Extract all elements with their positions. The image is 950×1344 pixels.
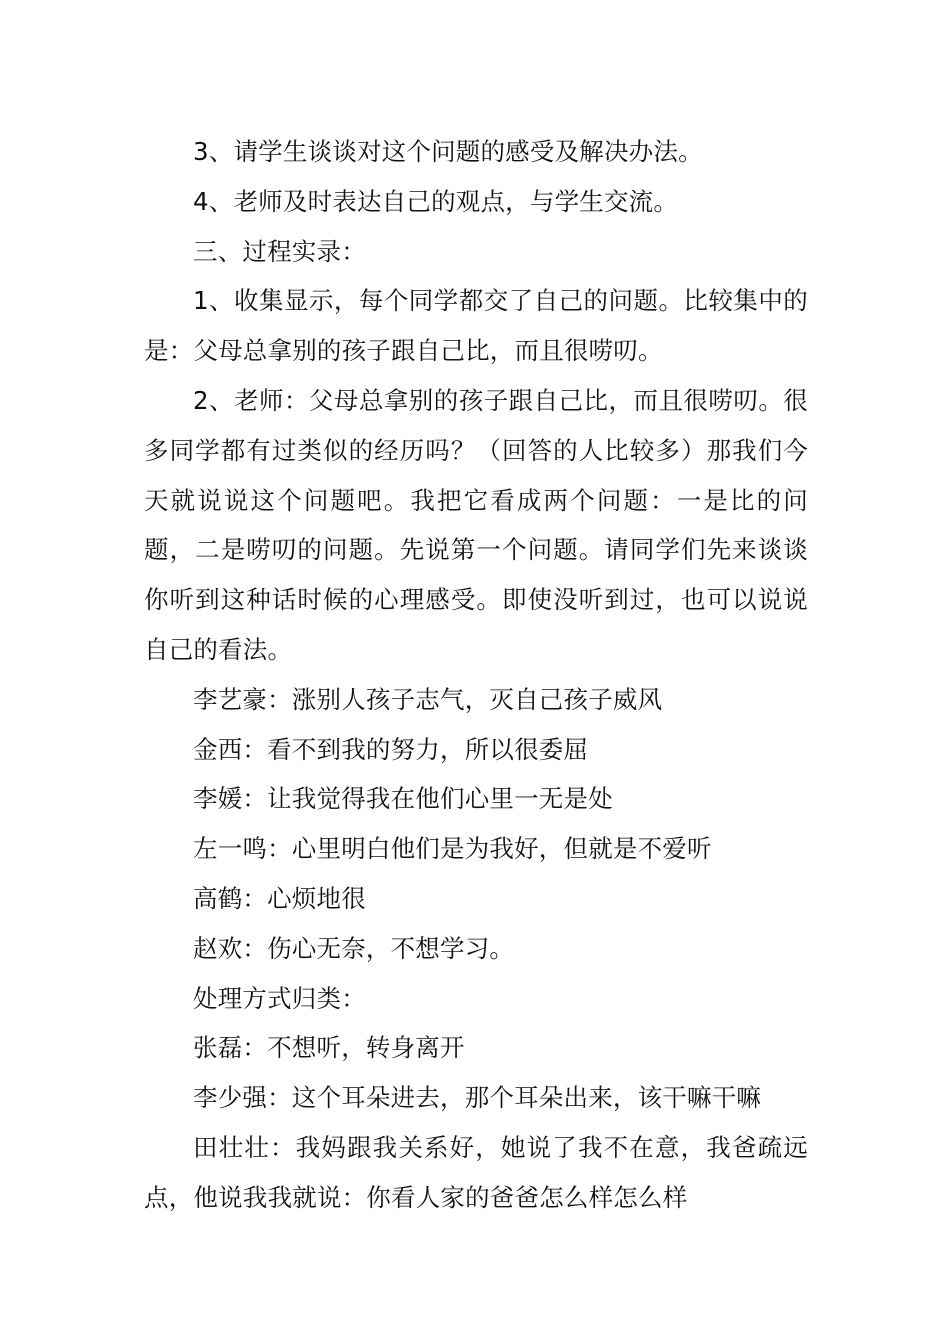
student-response: 李艺豪：涨别人孩子志气，灭自己孩子威风 xyxy=(193,684,663,714)
student-response: 赵欢：伤心无奈，不想学习。 xyxy=(193,933,515,963)
paragraph-record-2: 2、老师：父母总拿别的孩子跟自己比，而且很唠叨。很多同学都有过类似的经历吗？（回答的人比较多）那我们今天就说说这个问题吧。我把它看成两个问题：一是比的问题，二是唠叨的问题。先说第一个问题。请同学们先来谈谈你听到这种话时候的心理感受。即使没听到过，也可以说说自己的看法。 xyxy=(144,385,808,664)
paragraph-step-4: 4、老师及时表达自己的观点，与学生交流。 xyxy=(193,186,679,216)
student-response: 田壮壮：我妈跟我关系好，她说了我不在意，我爸疏远点，他说我我就说：你看人家的爸爸怎么样怎么样 xyxy=(144,1132,808,1212)
document-body xyxy=(144,127,808,1223)
student-response: 李少强：这个耳朵进去，那个耳朵出来，该干嘛干嘛 xyxy=(193,1083,762,1113)
student-response: 李媛：让我觉得我在他们心里一无是处 xyxy=(193,784,613,814)
subheading-handling-methods: 处理方式归类： xyxy=(193,983,366,1013)
paragraph-step-3: 3、请学生谈谈对这个问题的感受及解决办法。 xyxy=(193,137,703,166)
paragraph-record-1: 1、收集显示，每个同学都交了自己的问题。比较集中的是：父母总拿别的孩子跟自己比，而且很唠叨。 xyxy=(144,286,808,366)
student-response: 金西：看不到我的努力，所以很委屈 xyxy=(193,734,589,764)
student-response: 高鹤：心烦地很 xyxy=(193,883,366,913)
section-heading-process-record: 三、过程实录： xyxy=(193,236,366,266)
student-response: 左一鸣：心里明白他们是为我好，但就是不爱听 xyxy=(193,834,712,864)
student-response: 张磊：不想听，转身离开 xyxy=(193,1033,465,1063)
